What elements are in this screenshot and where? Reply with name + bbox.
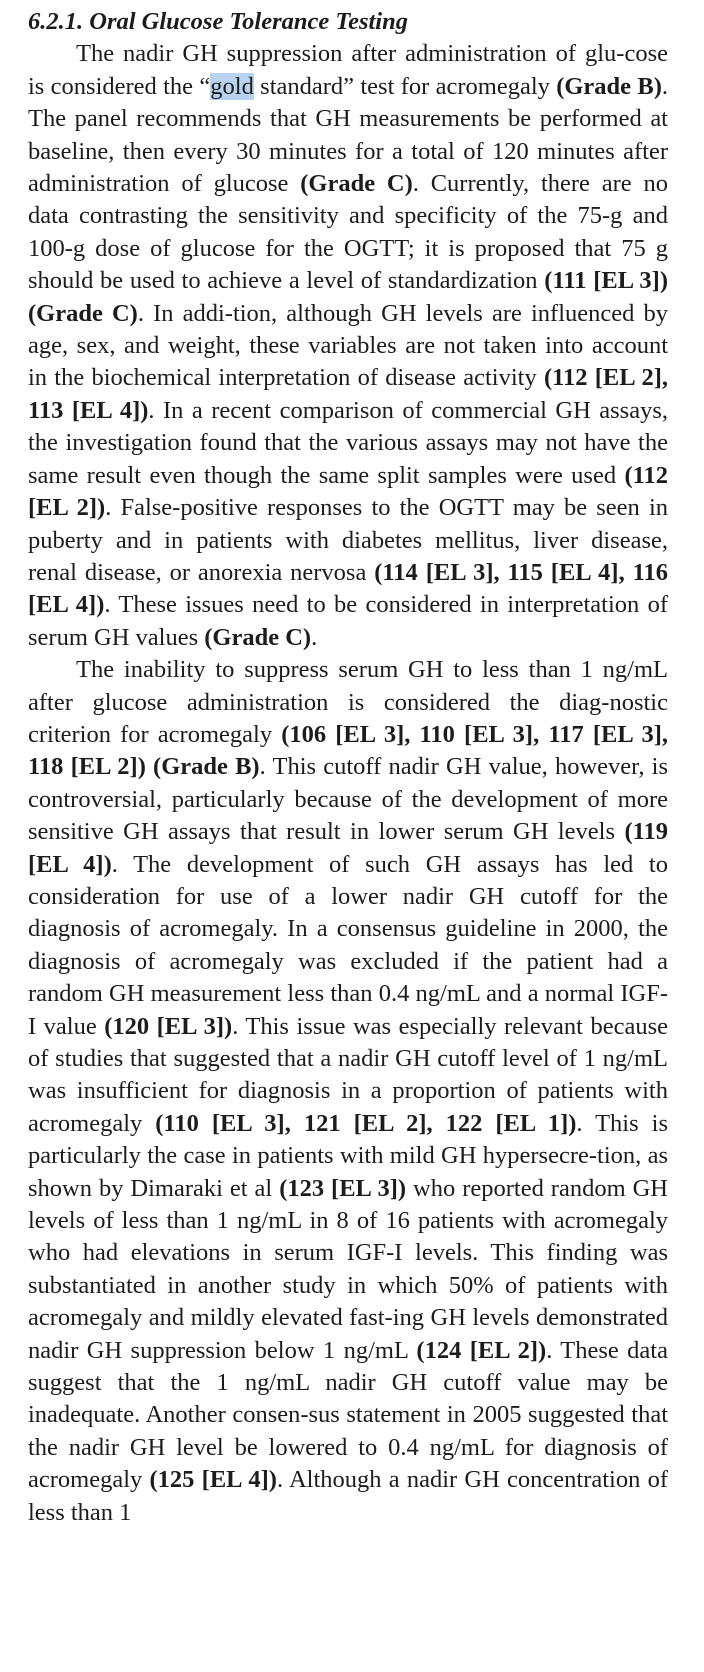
citation-reference: (125 [EL 4])	[149, 1466, 277, 1494]
body-text	[28, 38, 668, 1529]
citation-reference: (112 [EL 2], 113 [EL 4])	[28, 364, 668, 424]
paragraph-text: . This cutoff nadir GH value, however, is controversial, particularly because of the development of more sensitive GH assays that result in lower serum GH levels	[28, 753, 669, 846]
paragraph-text: standard” test for acromegaly	[253, 72, 557, 100]
paragraph-text: The inability to suppress serum GH to less than 1 ng/mL after glucose administration is considered the diag-nostic criterion for acromegaly	[28, 656, 668, 748]
paragraph-text: who reported random GH levels of less than 1 ng/mL in 8 of 16 patients with acromegaly who had elevations in serum IGF-I levels. This finding was substantiated in another study in which 50% of patients with acromegaly and mildly elevated fast-ing GH levels demonstrated nadir GH suppression below 1 ng/mL	[28, 1174, 668, 1364]
citation-reference: (112 [EL 2])	[28, 461, 668, 522]
paragraph-text: . Currently, there are no data contrasting the sensitivity and specificity of the 75-g and 100-g dose of glucose for the OGTT; it is proposed that 75 g should be used to achieve a level of standardization	[28, 170, 668, 295]
citation-reference: (Grade C)	[204, 623, 312, 651]
citation-reference: (120 [EL 3])	[104, 1012, 233, 1040]
citation-reference: (119 [EL 4])	[28, 818, 668, 878]
paragraph-text: The nadir GH suppression after administration of glu-cose is considered the “	[28, 40, 668, 100]
paragraph-text: .	[311, 623, 318, 651]
paragraph-text: . The panel recommends that GH measurements be performed at baseline, then every 30 minutes for a total of 120 minutes after administration of glucose	[28, 72, 668, 198]
paragraph-text: . These data suggest that the 1 ng/mL nadir GH cutoff value may be inadequate. Another consen-sus statement in 2005 suggested that the nadir GH level be lowered to 0.4 ng/mL for diagnosis of acromegaly	[28, 1336, 668, 1494]
citation-reference: (124 [EL 2])	[416, 1336, 547, 1364]
document-page	[28, 6, 668, 1529]
paragraph-text: . In a recent comparison of commercial GH assays, the investigation found that the various assays may not have the same result even though the same split samples were used	[28, 396, 668, 489]
paragraph-text: . This issue was especially relevant because of studies that suggested that a nadir GH cutoff level of 1 ng/mL was insufficient for diagnosis in a proportion of patients with acromegaly	[28, 1012, 668, 1137]
citation-reference: (106 [EL 3], 110 [EL 3], 117 [EL 3], 118 [EL 2]) (Grade B)	[28, 720, 668, 781]
citation-reference: (111 [EL 3]) (Grade C)	[28, 267, 668, 327]
highlighted-text-selection: gold	[210, 72, 254, 100]
citation-reference: (Grade C)	[300, 170, 413, 198]
section-heading: 6.2.1. Oral Glucose Tolerance Testing	[28, 8, 408, 35]
citation-reference: (Grade B)	[556, 72, 662, 100]
paragraph-text: . False-positive responses to the OGTT may be seen in puberty and in patients with diabetes mellitus, liver disease, renal disease, or anorexia nervosa	[28, 494, 668, 586]
body-paragraph	[28, 38, 668, 654]
citation-reference: (123 [EL 3])	[279, 1174, 407, 1202]
citation-reference: (110 [EL 3], 121 [EL 2], 122 [EL 1])	[155, 1109, 577, 1137]
body-paragraph	[28, 654, 668, 1529]
paragraph-text: . This is particularly the case in patients with mild GH hypersecre-tion, as shown by Dimaraki et al	[28, 1109, 668, 1202]
paragraph-text: . In addi-tion, although GH levels are influenced by age, sex, and weight, these variables are not taken into account in the biochemical interpretation of disease activity	[28, 299, 668, 392]
paragraph-text: . These issues need to be considered in interpretation of serum GH values	[28, 591, 668, 651]
paragraph-text: . The development of such GH assays has led to consideration for use of a lower nadir GH cutoff for the diagnosis of acromegaly. In a consensus guideline in 2000, the diagnosis of acromegaly was excluded if the patient had a random GH measurement less than 0.4 ng/mL and a normal IGF-I value	[28, 850, 668, 1040]
paragraph-text: . Although a nadir GH concentration of less than 1	[28, 1466, 669, 1526]
citation-reference: (114 [EL 3], 115 [EL 4], 116 [EL 4])	[28, 558, 669, 619]
